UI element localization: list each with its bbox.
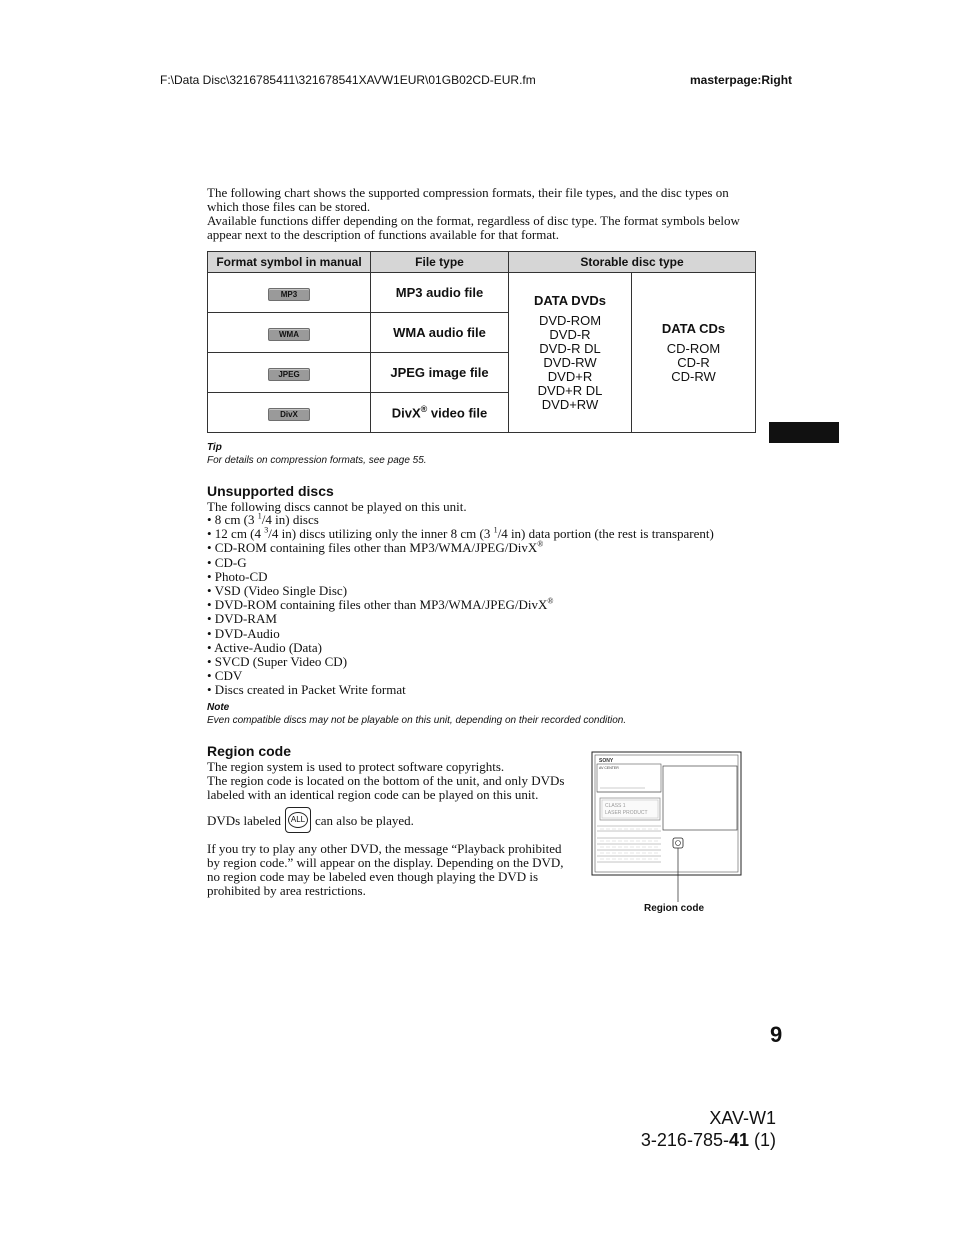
data-dvds-title: DATA DVDs [534, 292, 606, 308]
label-brand-text: SONY [599, 758, 614, 764]
dvd-type: DVD+RW [541, 396, 599, 412]
section-tab-marker [769, 422, 839, 443]
dvd-type: DVD-R [549, 326, 591, 342]
list-item: • CDV [207, 668, 243, 684]
laser-label-line-1: CLASS 1 [605, 803, 626, 809]
wma-symbol-badge: WMA [268, 328, 310, 341]
list-item: • CD-ROM containing files other than MP3/WMA/JPEG/DivX® [207, 540, 544, 556]
list-item: • SVCD (Super Video CD) [207, 654, 348, 670]
dvd-type: DVD+R DL [537, 382, 603, 398]
format-symbol-cell [208, 273, 371, 313]
file-type-cell: WMA audio file [371, 313, 509, 353]
divx-symbol-badge: DivX [268, 408, 310, 421]
file-type-cell: MP3 audio file [371, 273, 509, 313]
list-item: • DVD-ROM containing files other than MP3/WMA/JPEG/DivX® [207, 596, 554, 613]
label-product-text: AV CENTER [599, 766, 619, 770]
list-item: • Photo-CD [207, 568, 268, 584]
page-number: 9 [770, 1022, 783, 1047]
region-paragraph-1: The region system is used to protect software copyrights. [207, 759, 505, 774]
unsupported-discs-heading: Unsupported discs [207, 483, 334, 499]
data-cds-cell [632, 273, 756, 433]
jpeg-symbol-badge: JPEG [268, 368, 310, 381]
list-item: • CD-G [207, 554, 247, 570]
cd-type: CD-R [677, 354, 710, 370]
list-item: • VSD (Video Single Disc) [207, 583, 348, 599]
region-code-heading: Region code [207, 743, 292, 759]
intro-paragraph-1: The following chart shows the supported compression formats, their file types, and the disc types on which those files can be stored. [207, 185, 729, 214]
list-item: • 12 cm (4 $^3$/4 in) discs utilizing only the inner 8 cm (3 $^1$/4 in) data portion (the rest is transparent) [207, 525, 714, 542]
intro-paragraph-2: Available functions differ depending on the format, regardless of disc type. The format symbols below appear next to the description of functions available for that format. [207, 213, 740, 242]
file-type-cell: JPEG image file [371, 353, 509, 393]
region-paragraph-2: The region code is located on the bottom of the unit, and only DVDs labeled with an identical region code can be played on this unit. [207, 773, 565, 802]
format-symbol-cell [208, 313, 371, 353]
cd-type: CD-RW [671, 368, 716, 384]
file-path-header: F:\Data Disc\3216785411\321678541XAVW1EUR\01GB02CD-EUR.fm [160, 73, 536, 87]
cd-type: CD-ROM [666, 340, 721, 356]
file-type-cell [371, 393, 509, 433]
list-item: • DVD-RAM [207, 611, 277, 627]
unit-bottom-label-illustration [590, 750, 744, 912]
unsupported-disc-list [207, 513, 714, 698]
data-cds-title: DATA CDs [661, 320, 726, 336]
list-item: • Active-Audio (Data) [207, 639, 323, 655]
intro-text [207, 186, 757, 242]
list-item: • Discs created in Packet Write format [207, 682, 406, 698]
divx-file-type-rest: video file [427, 405, 488, 421]
masterpage-header: masterpage:Right [690, 73, 793, 87]
list-item: • DVD-Audio [207, 625, 280, 641]
format-table-header-row [208, 252, 756, 273]
note-text: Even compatible discs may not be playable on this unit, depending on their recorded condition. [207, 715, 627, 726]
format-symbol-cell [208, 393, 371, 433]
note-title: Note [207, 702, 230, 713]
list-item: • 8 cm (3 $^1$/4 in) discs [207, 511, 319, 527]
header-storable-disc-type: Storable disc type [509, 252, 756, 273]
model-number: XAV-W1 [709, 1108, 776, 1128]
data-dvds-cell [509, 273, 632, 433]
tip-text: For details on compression formats, see page 55. [207, 455, 427, 466]
region-code-text [207, 760, 572, 898]
table-row [208, 273, 756, 313]
format-symbol-cell [208, 353, 371, 393]
all-region-icon [285, 807, 311, 833]
region-paragraph-4: If you try to play any other DVD, the message “Playback prohibited by region code.” will appear on the display. Depending on the DVD, no region code may be labeled even though playing the DVD is prohibited by area restrictions. [207, 841, 564, 898]
header-file-type: File type [371, 252, 509, 273]
region-paragraph-3: DVDs labeled ALL can also be played. [207, 809, 572, 835]
laser-label-line-2: LASER PRODUCT [605, 810, 648, 816]
region-code-label: Region code [644, 903, 705, 914]
dvd-type: DVD-RW [543, 354, 597, 370]
all-region-icon-text: ALL [288, 812, 308, 828]
dvd-type: DVD+R [547, 368, 593, 384]
divx-word: DivX [391, 405, 421, 421]
format-table [207, 251, 756, 433]
header-format-symbol: Format symbol in manual [208, 252, 371, 273]
unsupported-intro: The following discs cannot be played on this unit. [207, 499, 467, 514]
tip-title: Tip [207, 442, 222, 453]
dvd-type: DVD-R DL [539, 340, 601, 356]
part-number: 3-216-785-41 (1) [640, 1130, 776, 1150]
dvd-type: DVD-ROM [538, 312, 602, 328]
mp3-symbol-badge: MP3 [268, 288, 310, 301]
registered-mark: ® [420, 404, 428, 415]
